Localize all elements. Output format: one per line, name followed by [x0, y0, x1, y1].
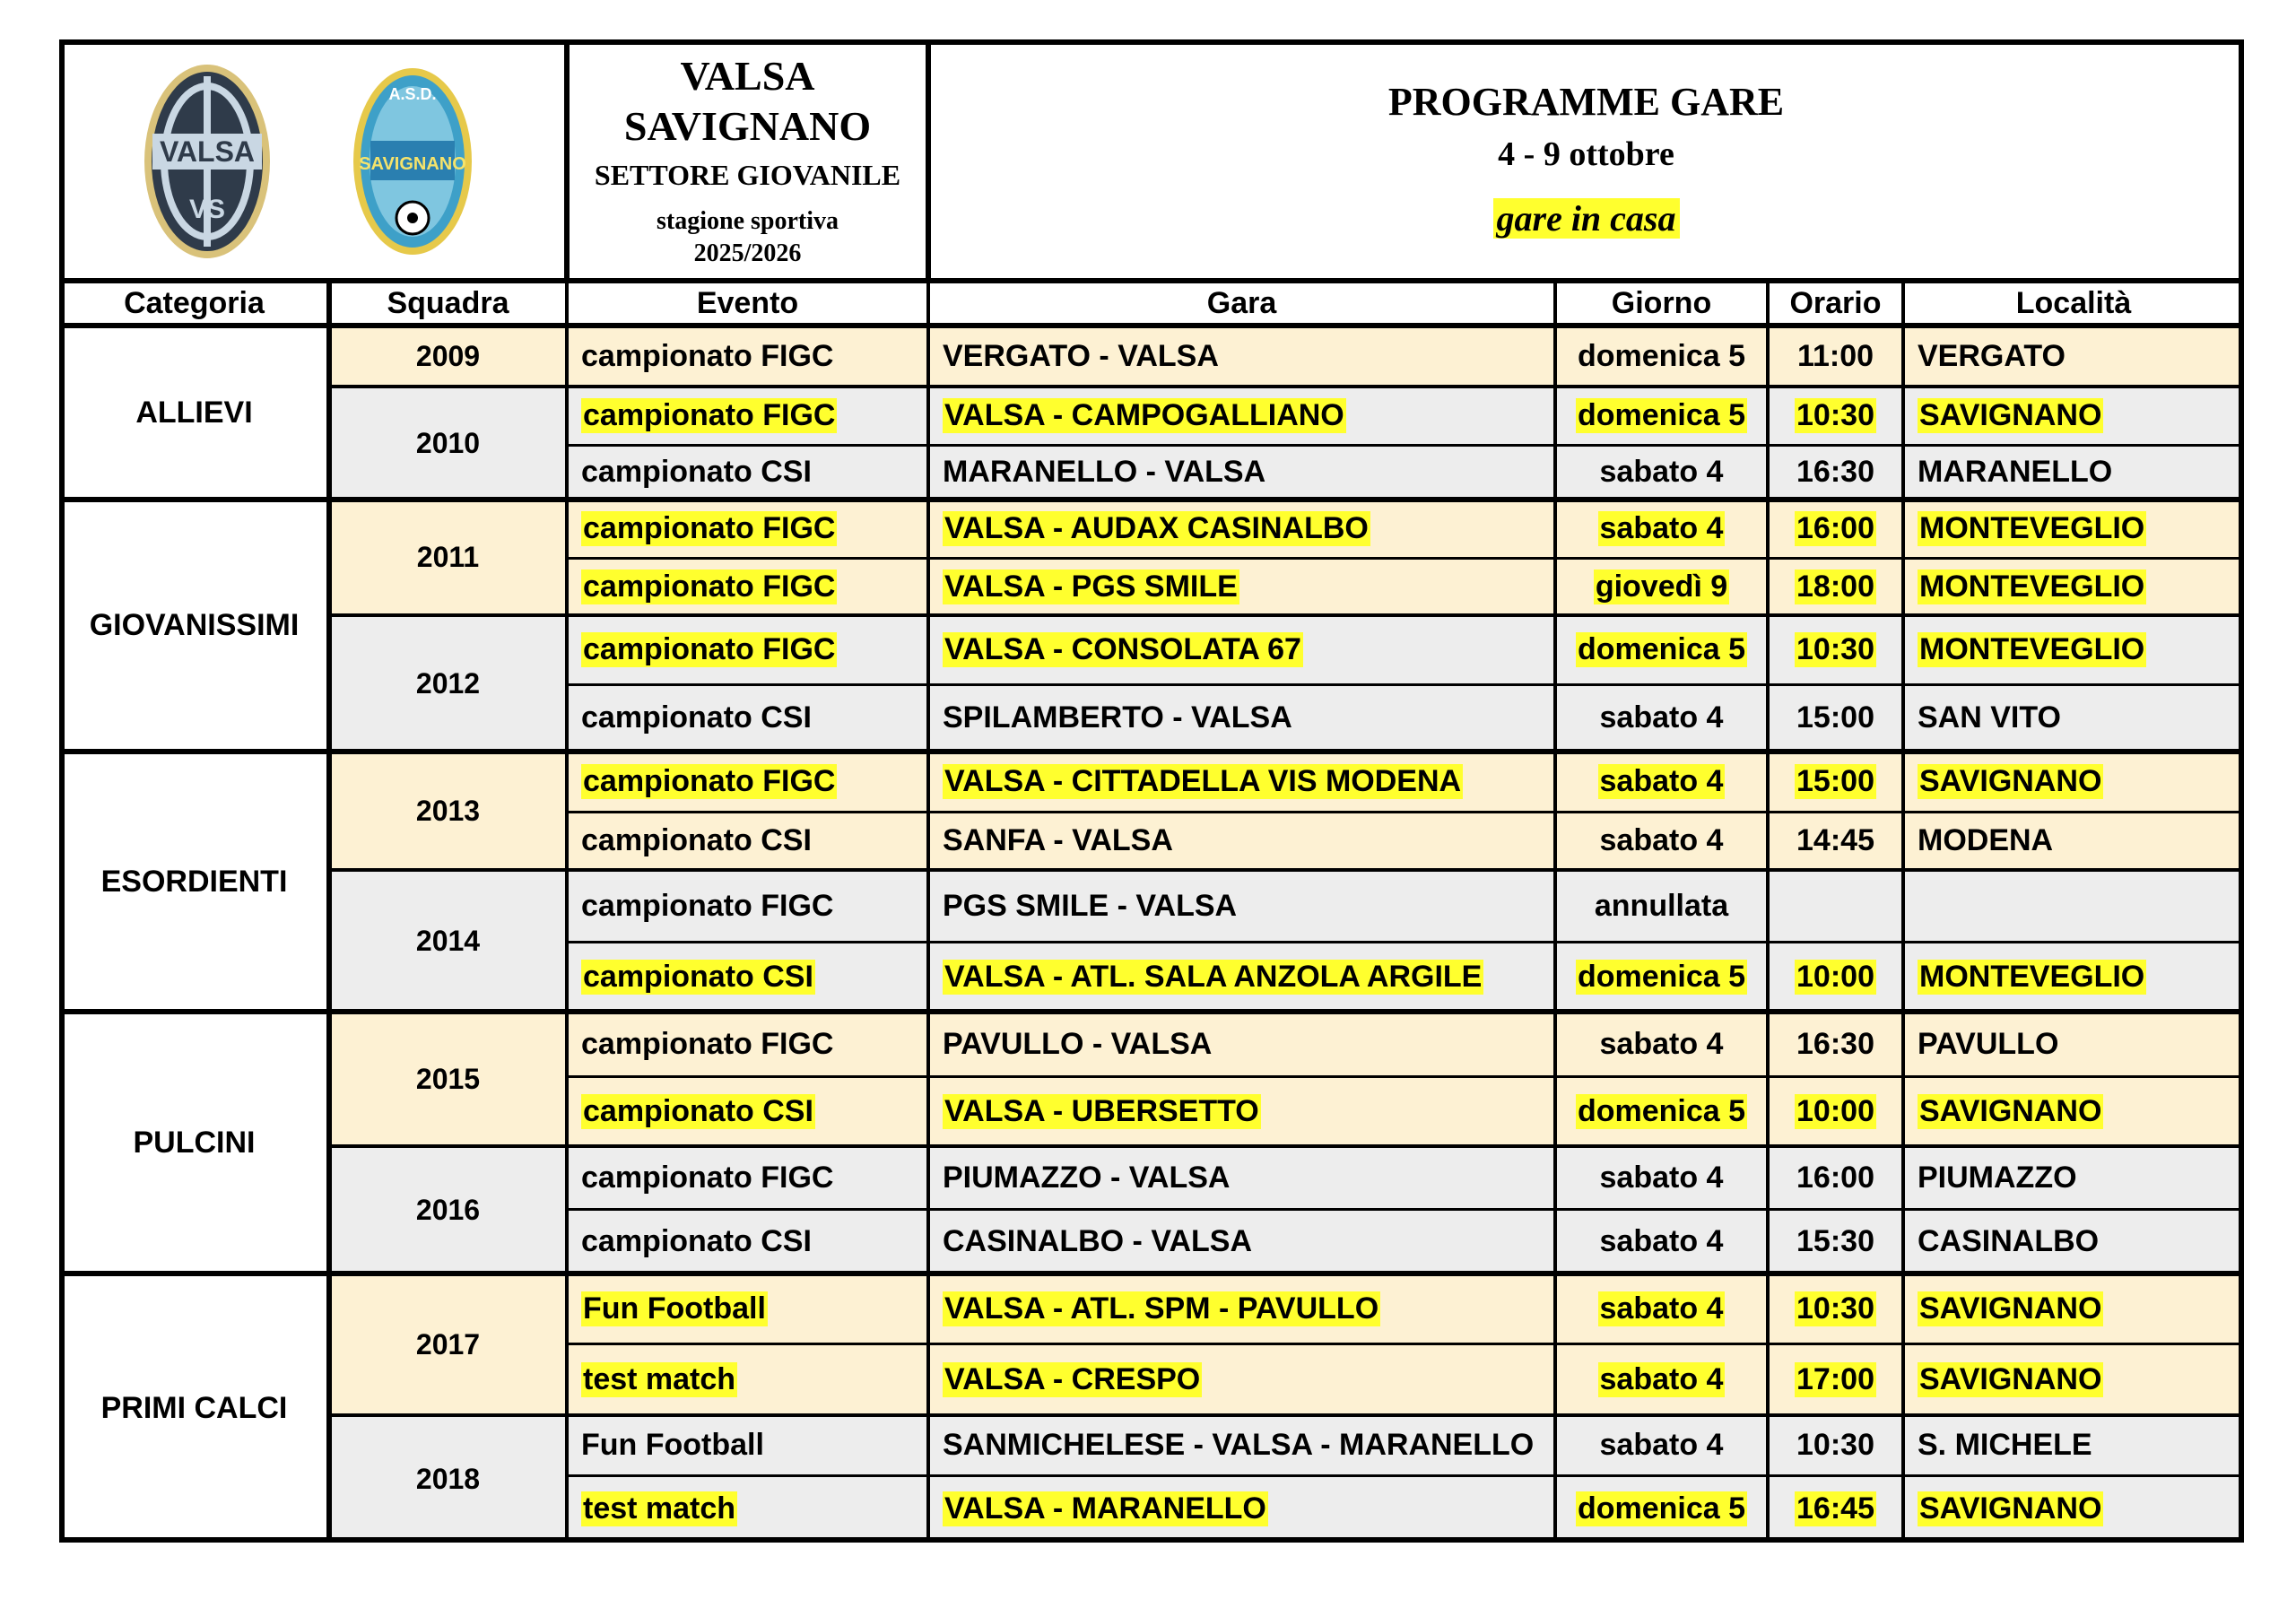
day-cell-text: domenica 5	[1577, 338, 1746, 373]
match-cell-text: VERGATO - VALSA	[943, 338, 1219, 373]
table-frame	[59, 39, 2244, 1543]
event-cell-text: Fun Football	[583, 1291, 766, 1326]
day-cell-text: sabato 4	[1599, 764, 1724, 798]
time-cell-text: 11:00	[1796, 338, 1874, 373]
column-header-label: Categoria	[124, 285, 265, 320]
match-cell-text: MARANELLO - VALSA	[943, 455, 1266, 489]
location-cell-text: SAVIGNANO	[1919, 764, 2102, 798]
match-cell-text: VALSA - ATL. SPM - PAVULLO	[944, 1291, 1379, 1326]
svg-text:SAVIGNANO: SAVIGNANO	[359, 154, 466, 174]
event-cell-text: campionato CSI	[581, 455, 812, 489]
time-cell-text: 18:00	[1796, 569, 1874, 604]
squad-year: 2011	[416, 541, 480, 573]
event-cell-text: test match	[583, 1361, 736, 1396]
event-cell-text: campionato FIGC	[583, 511, 836, 545]
location-cell-text: VERGATO	[1918, 338, 2066, 373]
category-label: ESORDIENTI	[100, 864, 288, 899]
day-cell-text: sabato 4	[1599, 1291, 1724, 1326]
squad-year: 2013	[415, 794, 481, 827]
day-cell-text: sabato 4	[1599, 1026, 1724, 1061]
date-range-text: 4 - 9 ottobre	[1498, 135, 1674, 173]
day-cell-text: sabato 4	[1599, 1160, 1724, 1195]
squad-year: 2009	[415, 339, 481, 372]
squad-year: 2014	[415, 924, 481, 957]
event-cell-text: Fun Football	[581, 1428, 764, 1462]
match-cell-text: PAVULLO - VALSA	[943, 1026, 1213, 1061]
match-cell-text: VALSA - PGS SMILE	[944, 569, 1238, 604]
column-header-label: Giorno	[1611, 285, 1712, 320]
club-name-line2: SAVIGNANO	[623, 102, 872, 149]
time-cell-text: 16:00	[1796, 511, 1874, 545]
day-cell-text: domenica 5	[1577, 398, 1746, 432]
location-cell-text: PAVULLO	[1918, 1026, 2059, 1061]
day-cell-text: sabato 4	[1599, 1223, 1724, 1258]
match-cell-text: VALSA - MARANELLO	[944, 1491, 1266, 1526]
event-cell-text: campionato FIGC	[583, 398, 836, 432]
time-cell-text: 10:30	[1796, 632, 1874, 666]
event-cell-text: campionato FIGC	[581, 888, 834, 923]
event-cell-text: campionato CSI	[581, 1223, 812, 1258]
location-cell-text: SAVIGNANO	[1919, 1291, 2102, 1326]
match-cell-text: SANFA - VALSA	[943, 823, 1173, 857]
svg-text:A.S.D.: A.S.D.	[388, 85, 437, 103]
category-label: PRIMI CALCI	[100, 1390, 288, 1425]
event-cell-text: campionato CSI	[581, 823, 812, 857]
column-header-label: Evento	[696, 285, 799, 320]
match-cell-text: CASINALBO - VALSA	[943, 1223, 1253, 1258]
event-cell-text: campionato FIGC	[583, 632, 836, 666]
match-cell-text: PIUMAZZO - VALSA	[943, 1160, 1231, 1195]
page-title-text: PROGRAMME GARE	[1387, 79, 1785, 124]
event-cell-text: campionato CSI	[583, 1093, 813, 1128]
event-cell-text: campionato CSI	[581, 700, 812, 735]
location-cell-text: MODENA	[1918, 823, 2054, 857]
day-cell-text: sabato 4	[1599, 700, 1724, 735]
time-cell-text: 15:30	[1796, 1223, 1874, 1258]
event-cell-text: campionato FIGC	[581, 1160, 834, 1195]
day-cell-text: sabato 4	[1599, 455, 1724, 489]
day-cell-text: domenica 5	[1577, 1093, 1746, 1128]
location-cell-text: MARANELLO	[1918, 455, 2113, 489]
location-cell-text: SAVIGNANO	[1919, 398, 2102, 432]
day-cell-text: domenica 5	[1577, 959, 1746, 994]
time-cell-text: 16:30	[1796, 455, 1874, 489]
squad-year: 2010	[415, 426, 481, 459]
match-cell-text: SPILAMBERTO - VALSA	[943, 700, 1292, 735]
match-cell-text: VALSA - CAMPOGALLIANO	[944, 398, 1344, 432]
event-cell-text: campionato CSI	[583, 959, 813, 994]
event-cell-text: campionato FIGC	[581, 338, 834, 373]
day-cell-text: sabato 4	[1599, 1428, 1724, 1462]
category-label: ALLIEVI	[135, 395, 253, 430]
location-cell-text: CASINALBO	[1918, 1223, 2100, 1258]
time-cell-text: 10:30	[1796, 1428, 1874, 1462]
svg-text:VALSA: VALSA	[159, 135, 256, 168]
event-cell-text: test match	[583, 1491, 736, 1526]
day-cell-text: domenica 5	[1577, 632, 1746, 666]
location-cell-text: SAVIGNANO	[1919, 1093, 2102, 1128]
match-cell-text: VALSA - UBERSETTO	[944, 1093, 1259, 1128]
time-cell-text: 10:30	[1796, 1291, 1874, 1326]
svg-text:VS: VS	[188, 195, 226, 224]
time-cell-text: 15:00	[1796, 764, 1874, 798]
day-cell-text: annullata	[1594, 888, 1729, 923]
location-cell-text: MONTEVEGLIO	[1919, 632, 2145, 666]
location-cell-text: MONTEVEGLIO	[1919, 569, 2145, 604]
event-cell-text: campionato FIGC	[581, 1026, 834, 1061]
column-header-label: Orario	[1789, 285, 1882, 320]
time-cell-text: 16:45	[1796, 1491, 1874, 1526]
time-cell-text: 15:00	[1796, 700, 1874, 735]
location-cell-text: MONTEVEGLIO	[1919, 959, 2145, 994]
location-cell-text: S. MICHELE	[1918, 1428, 2092, 1462]
squad-year: 2012	[415, 666, 481, 700]
location-cell-text: SAVIGNANO	[1919, 1491, 2102, 1526]
match-cell-text: VALSA - CITTADELLA VIS MODENA	[944, 764, 1462, 798]
day-cell-text: sabato 4	[1599, 511, 1724, 545]
time-cell-text: 14:45	[1796, 823, 1874, 857]
day-cell-text: sabato 4	[1599, 1361, 1724, 1396]
column-header-label: Località	[2015, 285, 2132, 320]
location-cell-text: SAVIGNANO	[1919, 1361, 2102, 1396]
home-games-note-text: gare in casa	[1493, 198, 1680, 239]
squad-year: 2015	[415, 1062, 481, 1095]
match-cell-text: SANMICHELESE - VALSA - MARANELLO	[943, 1428, 1535, 1462]
time-cell-text: 17:00	[1796, 1361, 1874, 1396]
match-cell-text: VALSA - CRESPO	[944, 1361, 1201, 1396]
event-cell-text: campionato FIGC	[583, 569, 836, 604]
match-cell-text: VALSA - AUDAX CASINALBO	[944, 511, 1369, 545]
match-cell-text: VALSA - ATL. SALA ANZOLA ARGILE	[944, 959, 1483, 994]
squad-year: 2017	[415, 1327, 481, 1361]
season-label: stagione sportiva	[657, 206, 839, 235]
column-header-label: Squadra	[387, 285, 509, 320]
match-cell-text: VALSA - CONSOLATA 67	[944, 632, 1301, 666]
season-value: 2025/2026	[693, 239, 802, 267]
location-cell-text: MONTEVEGLIO	[1919, 511, 2145, 545]
location-cell-text: PIUMAZZO	[1918, 1160, 2077, 1195]
time-cell-text: 10:30	[1796, 398, 1874, 432]
column-header-label: Gara	[1206, 285, 1277, 320]
day-cell-text: domenica 5	[1577, 1491, 1746, 1526]
category-label: PULCINI	[133, 1125, 256, 1160]
time-cell-text: 10:00	[1796, 1093, 1874, 1128]
location-cell-text: SAN VITO	[1918, 700, 2061, 735]
event-cell-text: campionato FIGC	[583, 764, 836, 798]
time-cell-text: 16:30	[1796, 1026, 1874, 1061]
time-cell-text: 10:00	[1796, 959, 1874, 994]
squad-year: 2016	[415, 1193, 481, 1226]
squad-year: 2018	[415, 1462, 481, 1495]
sector-label: SETTORE GIOVANILE	[594, 158, 901, 191]
time-cell-text: 16:00	[1796, 1160, 1874, 1195]
day-cell-text: sabato 4	[1599, 823, 1724, 857]
day-cell-text: giovedì 9	[1595, 569, 1728, 604]
club-name-line1: VALSA	[680, 52, 815, 99]
category-label: GIOVANISSIMI	[89, 608, 300, 642]
match-cell-text: PGS SMILE - VALSA	[943, 888, 1238, 923]
